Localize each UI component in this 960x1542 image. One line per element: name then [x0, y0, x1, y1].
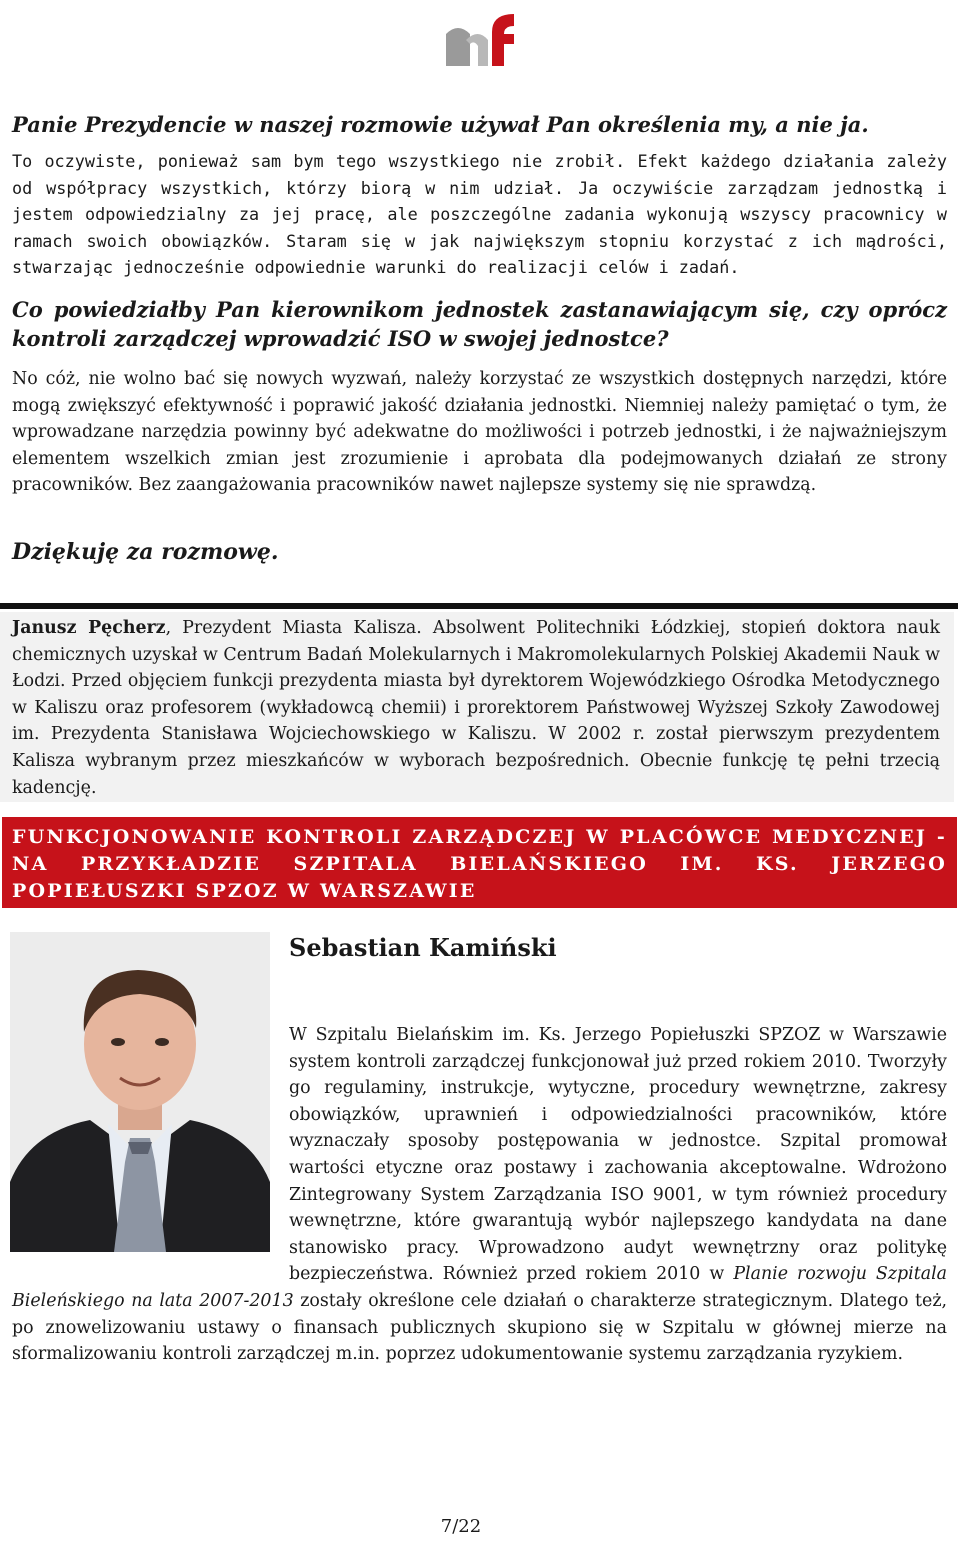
article-author: Sebastian Kamiński [289, 933, 557, 962]
article-body-part-2: zostały określone cele działań o charakterze strategicznym. Dlatego też, po znowelizowaniu ustawy o finansach publicznych skupiono się w Szpitalu w głównej mierze na sformalizowaniu kontroli zarządczej m.in. poprzez udokumentowanie systemu zarządzania ryzykiem. [12, 1290, 948, 1365]
article-body-plan-title: Planie rozwoju Szpitala Bieleńskiego na lata 2007-2013 [12, 1264, 947, 1311]
article-body [12, 1022, 947, 1368]
section-title-banner [2, 817, 957, 908]
bio-text [12, 615, 940, 801]
interview-answer-1: To oczywiste, ponieważ sam bym tego wszystkiego nie zrobił. Efekt każdego działania zależy od współpracy wszystkich, którzy biorą w nim udział. Ja oczywiście zarządzam jednostką i jestem odpowiedzialny za jej pracę, ale poszczególne zadania wykonują wszyscy pracownicy w ramach swoich obowiązków. Staram się w jak największym stopniu korzystać z ich mądrości, stwarzając jednocześnie odpowiednie warunki do realizacji celów i zadań. [12, 151, 947, 278]
interview-closing: Dziękuję za rozmowę. [12, 539, 279, 565]
interview-question-2: Co powiedziałby Pan kierownikom jednostek zastanawiającym się, czy oprócz kontroli zarządczej wprowadzić ISO w swojej jednostce? [12, 297, 947, 351]
article-body-part-1: W Szpitalu Bielańskim im. Ks. Jerzego Popiełuszki SPZOZ w Warszawie system kontroli zarządczej funkcjonował już przed rokiem 2010. Tworzyły go regulaminy, instrukcje, wytyczne, procedury wewnętrzne, zakresy obowiązków, uprawnień i odpowiedzialności pracowników, które wyznaczały sposoby postępowania w jednostce. Szpital promował wartości etyczne oraz postawy i zachowania akceptowalne. Wdrożono Zintegrowany System Zarządzania ISO 9001, w tym również procedury wewnętrzne, które gwarantują wybór najlepszego kandydata na dane stanowisko pracy. Wprowadzono audyt wewnętrzny oraz politykę bezpieczeństwa. Również przed rokiem 2010 w [289, 1025, 947, 1285]
interview-question-1: Panie Prezydencie w naszej rozmowie używał Pan określenia my, a nie ja. [12, 112, 869, 137]
bio-name: Janusz Pęcherz [12, 618, 166, 638]
section-title: FUNKCJONOWANIE KONTROLI ZARZĄDCZEJ W PLACÓWCE MEDYCZNEJ - NA PRZYKŁADZIE SZPITALA BIELAŃSKIEGO IM. KS. JERZEGO POPIEŁUSZKI SPZOZ W WARSZAWIE [12, 826, 947, 902]
interview-answer-2: No cóż, nie wolno bać się nowych wyzwań, należy korzystać ze wszystkich dostępnych narzędzi, które mogą zwiększyć efektywność i poprawić jakość działania jednostki. Niemniej należy pamiętać o tym, że wprowadzane narzędzia powinny być adekwatne do możliwości i potrzeb jednostki, i że najważniejszym elementem wszelkich zmian jest zrozumienie i aprobata dla podejmowanych działań ze strony pracowników. Bez zaangażowania pracowników nawet najlepsze systemy się nie sprawdzą. [12, 369, 947, 496]
page-number: 7/22 [440, 1516, 482, 1537]
photo-wrap-space [12, 1022, 289, 1272]
bio-box [0, 612, 954, 802]
section-divider [0, 603, 958, 609]
publisher-logo-icon [444, 10, 520, 68]
bio-description: , Prezydent Miasta Kalisza. Absolwent Politechniki Łódzkiej, stopień doktora nauk chemicznych uzyskał w Centrum Badań Molekularnych i Makromolekularnych Polskiej Akademii Nauk w Łodzi. Przed objęciem funkcji prezydenta miasta był dyrektorem Wojewódzkiego Ośrodka Metodycznego w Kaliszu oraz profesorem (wykładowcą chemii) i prorektorem Państwowej Wyższej Szkoły Zawodowej im. Prezydenta Stanisława Wojciechowskiego w Kaliszu. W 2002 r. został pierwszym prezydentem Kalisza wybranym przez mieszkańców w wyborach bezpośrednich. Obecnie funkcję tę pełni trzecią kadencję. [12, 618, 940, 798]
